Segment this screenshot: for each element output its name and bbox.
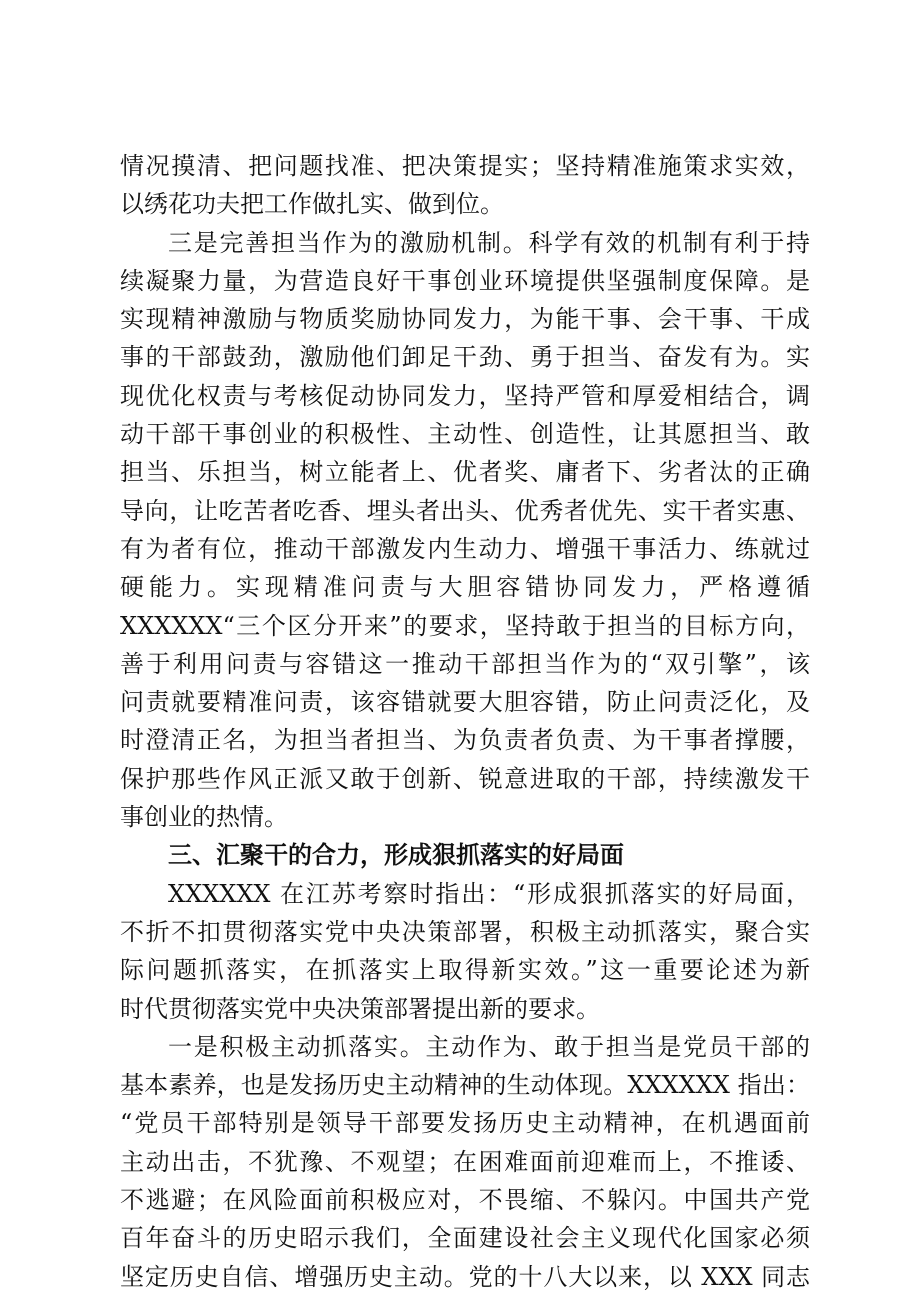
text-line: 硬能力。实现精准问责与大胆容错协同发力，严格遵循 bbox=[120, 573, 810, 602]
text-line: 不折不扣贯彻落实党中央决策部署，积极主动抓落实，聚合实 bbox=[120, 917, 810, 946]
text-line: 际问题抓落实，在抓落实上取得新实效。”这一重要论述为新 bbox=[120, 956, 810, 985]
text-line: XXXXXX“三个区分开来”的要求，坚持敢于担当的目标方向， bbox=[120, 611, 810, 640]
text-line: 有为者有位，推动干部激发内生动力、增强干事活力、练就过 bbox=[120, 534, 810, 563]
text-line: 以绣花功夫把工作做扎实、做到位。 bbox=[120, 190, 504, 219]
text-line: 主动出击，不犹豫、不观望；在困难面前迎难而上，不推诿、 bbox=[120, 1147, 810, 1176]
text-line: 时澄清正名，为担当者担当、为负责者负责、为干事者撑腰， bbox=[120, 726, 810, 755]
text-line: 导向，让吃苦者吃香、埋头者出头、优秀者优先、实干者实惠、 bbox=[120, 496, 810, 525]
text-line: 问责就要精准问责，该容错就要大胆容错，防止问责泛化，及 bbox=[120, 688, 810, 717]
section-heading bbox=[120, 839, 810, 871]
text-line: “党员干部特别是领导干部要发扬历史主动精神，在机遇面前 bbox=[120, 1109, 810, 1138]
text-line: 时代贯彻落实党中央决策部署提出新的要求。 bbox=[120, 994, 600, 1023]
text-line: 善于利用问责与容错这一推动干部担当作为的“双引擎”，该 bbox=[120, 649, 810, 678]
text-line: 三是完善担当作为的激励机制。科学有效的机制有利于持 bbox=[168, 228, 810, 257]
text-line: 实现精神激励与物质奖励协同发力，为能干事、会干事、干成 bbox=[120, 305, 810, 334]
document-body bbox=[120, 150, 810, 1299]
text-line: XXXXXX 在江苏考察时指出：“形成狠抓落实的好局面， bbox=[168, 879, 810, 908]
text-line: 动干部干事创业的积极性、主动性、创造性，让其愿担当、敢 bbox=[120, 420, 810, 449]
text-line: 基本素养，也是发扬历史主动精神的生动体现。XXXXXX 指出： bbox=[120, 1071, 810, 1100]
section-heading-text: 三、汇聚干的合力，形成狠抓落实的好局面 bbox=[168, 841, 624, 870]
text-line: 不逃避；在风险面前积极应对，不畏缩、不躲闪。中国共产党 bbox=[120, 1186, 810, 1215]
text-line: 百年奋斗的历史昭示我们，全面建设社会主义现代化国家必须 bbox=[120, 1224, 810, 1253]
text-line: 保护那些作风正派又敢于创新、锐意进取的干部，持续激发干 bbox=[120, 764, 810, 793]
text-line: 续凝聚力量，为营造良好干事创业环境提供坚强制度保障。是 bbox=[120, 266, 810, 295]
text-line: 一是积极主动抓落实。主动作为、敢于担当是党员干部的 bbox=[168, 1032, 810, 1061]
paragraph-active-implementation bbox=[120, 1031, 810, 1293]
text-line: 担当、乐担当，树立能者上、优者奖、庸者下、劣者汰的正确 bbox=[120, 458, 810, 487]
paragraph-incentive-mechanism bbox=[120, 227, 810, 833]
paragraph-continuation bbox=[120, 150, 810, 220]
text-line: 事创业的热情。 bbox=[120, 803, 288, 832]
paragraph-jiangsu-inspection bbox=[120, 878, 810, 1025]
text-line: 现优化权责与考核促动协同发力，坚持严管和厚爱相结合，调 bbox=[120, 381, 810, 410]
text-line: 坚定历史自信、增强历史主动。党的十八大以来，以 XXX 同志 bbox=[120, 1262, 810, 1291]
text-line: 事的干部鼓劲，激励他们卸足干劲、勇于担当、奋发有为。实 bbox=[120, 343, 810, 372]
text-line: 情况摸清、把问题找准、把决策提实；坚持精准施策求实效， bbox=[120, 152, 810, 180]
